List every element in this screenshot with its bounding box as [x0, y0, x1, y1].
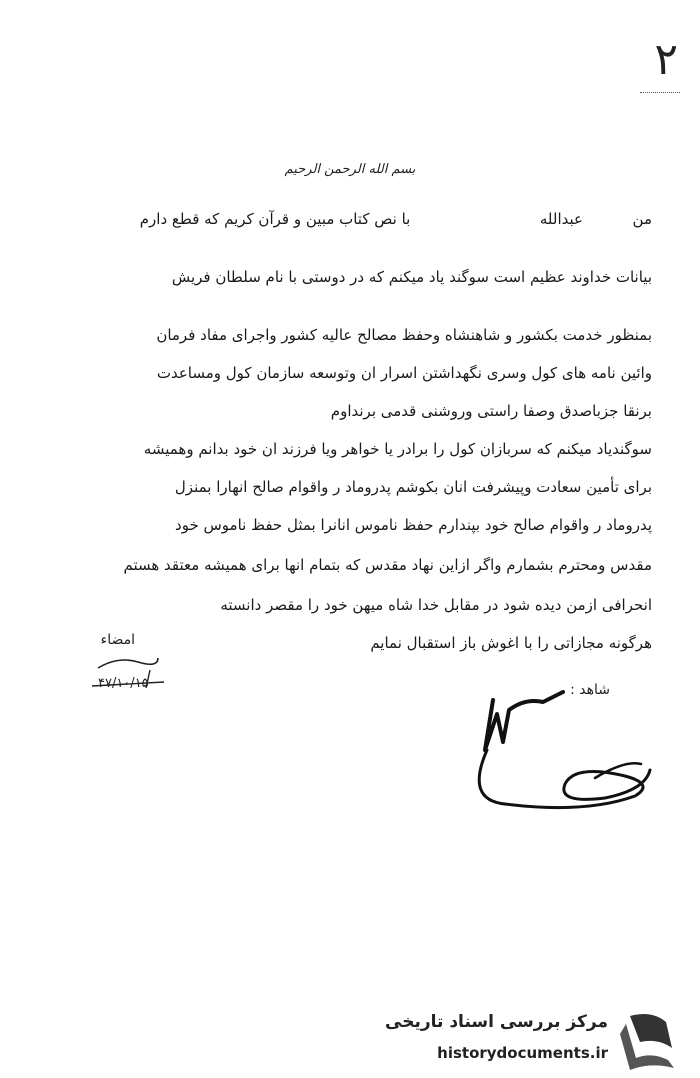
bismillah-heading: بسم الله الرحمن الرحیم [284, 162, 416, 177]
signature-label: امضاء [100, 632, 135, 648]
oath-line-1 [48, 210, 652, 228]
oath-taker-name: عبدالله [539, 210, 583, 228]
page-number: ۲ [654, 34, 678, 85]
handwritten-signature [445, 680, 665, 834]
archive-org-name: مرکز بررسی اسناد تاریخی [385, 1012, 608, 1032]
oath-line-1-post: با نص کتاب مبین و قرآن کریم که قطع دارم [139, 210, 411, 228]
archive-url: historydocuments.ir [437, 1044, 608, 1062]
oath-line-5: برنقا جزباصدق وصفا راستی وروشنی قدمی برنداوم [330, 402, 652, 420]
page-number-underline [640, 92, 680, 93]
oath-line-11: هرگونه مجازاتی را با اغوش باز استقبال نمایم [370, 634, 652, 652]
oath-line-7: برای تأمین سعادت وپیشرفت انان بکوشم پدروماد ر واقوام صالح انهارا بمنزل [174, 478, 652, 496]
witness-label: شاهد : [570, 682, 610, 698]
oath-line-8: پدروماد ر واقوام صالح خود بپندارم حفظ ناموس انانرا بمثل حفظ ناموس خود [175, 516, 652, 534]
oath-line-1-pre: من [632, 210, 652, 228]
oath-line-10: انحرافی ازمن دیده شود در مقابل خدا شاه میهن خود را مقصر دانسته [220, 596, 652, 614]
oath-line-3: بمنظور خدمت بکشور و شاهنشاه وحفظ مصالح عالیه کشور واجرای مفاد فرمان [156, 326, 652, 344]
date-stamp [88, 648, 168, 698]
oath-line-6: سوگندیاد میکنم که سربازان کول را برادر یا خواهر ویا فرزند ان خود بدانم وهمیشه [143, 440, 652, 458]
archive-logo-icon [616, 1008, 686, 1074]
signature-scribble [445, 680, 665, 830]
oath-line-4: وائین نامه های کول وسری نگهداشتن اسرار ان وتوسعه سازمان کول ومساعدت [156, 364, 652, 382]
oath-line-9: مقدس ومحترم بشمارم واگر ازاین نهاد مقدس که بتمام انها برای همیشه معتقد هستم [123, 556, 652, 574]
oath-line-2: بیانات خداوند عظیم است سوگند یاد میکنم که در دوستی با نام سلطان فریش [171, 268, 652, 286]
date-stamp-text: ۴۷/۱۰/۱۵ [98, 676, 149, 691]
